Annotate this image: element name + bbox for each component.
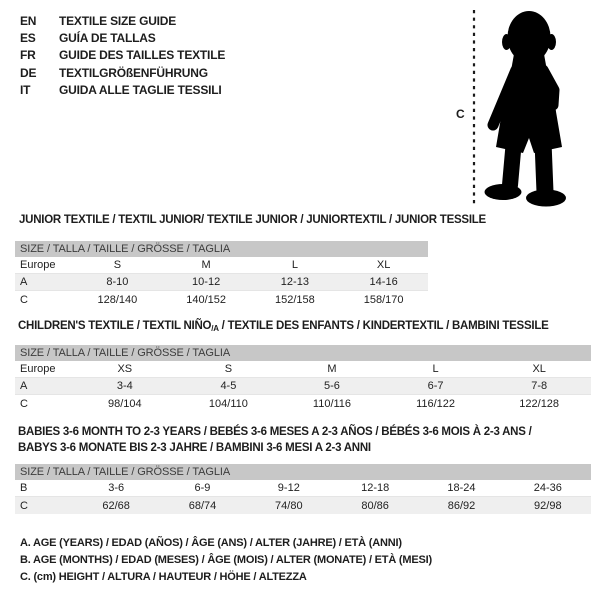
row-label-europe: Europe — [20, 259, 56, 271]
guide-title-es: GUÍA DE TALLAS — [59, 31, 156, 46]
table-row-age — [15, 274, 428, 291]
table-row-height — [15, 395, 591, 412]
children-title-rest: / TEXTILE DES ENFANTS / KINDERTEXTIL / BAMBINI TESSILE — [218, 320, 549, 332]
table-cell: 24-36 — [533, 482, 562, 494]
row-label: C — [20, 499, 28, 512]
table-cell: 92/98 — [534, 499, 562, 512]
language-code: EN — [20, 14, 37, 28]
guide-title-it: GUIDA ALLE TAGLIE TESSILI — [59, 82, 222, 97]
table-cell: 158/170 — [363, 293, 404, 306]
table-cell: 5-6 — [324, 380, 340, 392]
children-table-title — [18, 320, 549, 333]
table-cell: 74/80 — [275, 499, 303, 512]
size-header-bar — [15, 464, 591, 480]
language-code: DE — [20, 65, 37, 80]
row-label: C — [20, 397, 28, 410]
language-row-en — [20, 13, 225, 30]
table-cell: 152/158 — [274, 293, 315, 306]
guide-title-fr: GUIDE DES TAILLES TEXTILE — [59, 48, 226, 63]
legend-line-c: C. (cm) HEIGHT / ALTURA / HAUTEUR / HÖHE / ALTEZZA — [20, 571, 307, 584]
legend-line-a: A. AGE (YEARS) / EDAD (AÑOS) / ÂGE (ANS) / ALTER (JAHRE) / ETÀ (ANNI) — [20, 537, 402, 549]
row-label: A — [20, 380, 28, 392]
language-code: ES — [20, 31, 36, 46]
table-cell: 104/110 — [208, 397, 248, 410]
junior-size-table — [15, 241, 428, 308]
table-cell: 68/74 — [188, 499, 217, 512]
size-header-label: SIZE / TALLA / TAILLE / GRÖSSE / TAGLIA — [20, 243, 231, 255]
table-row-height — [15, 291, 428, 308]
children-title-main: CHILDREN'S TEXTILE / TEXTIL NIÑO — [18, 320, 212, 332]
column-header: L — [291, 259, 298, 271]
row-label: C — [20, 293, 28, 306]
babies-size-table — [15, 464, 591, 514]
column-header: L — [432, 363, 439, 375]
column-header: S — [113, 259, 122, 271]
language-code: FR — [20, 48, 36, 63]
row-label: A — [20, 276, 28, 288]
column-header: XS — [117, 363, 133, 375]
measure-figure — [450, 4, 598, 212]
table-cell: 140/152 — [186, 293, 226, 306]
row-label-europe: Europe — [20, 363, 56, 375]
table-cell: 12-18 — [361, 482, 390, 494]
legend-line-b: B. AGE (MONTHS) / EDAD (MESES) / ÂGE (MOIS) / ALTER (MONATE) / ETÀ (MESI) — [20, 554, 432, 567]
table-cell: 6-9 — [194, 482, 211, 494]
language-row-fr — [20, 47, 225, 64]
column-header: M — [327, 363, 337, 375]
height-marker-label: C — [456, 107, 465, 121]
table-cell: 9-12 — [277, 482, 300, 494]
toddler-silhouette-graphic — [450, 4, 598, 212]
column-header: M — [201, 259, 211, 271]
table-cell: 3-6 — [108, 482, 125, 494]
table-cell: 6-7 — [427, 380, 444, 392]
size-header-bar — [15, 345, 591, 361]
table-row-europe — [15, 361, 591, 378]
table-row-age — [15, 378, 591, 395]
table-row-months — [15, 480, 591, 497]
table-cell: 8-10 — [106, 276, 129, 288]
table-cell: 110/116 — [312, 397, 352, 410]
language-title-list — [20, 13, 225, 99]
table-row-height — [15, 497, 591, 514]
column-header: XL — [532, 363, 546, 375]
size-header-label: SIZE / TALLA / TAILLE / GRÖSSE / TAGLIA — [20, 347, 231, 359]
table-cell: 3-4 — [116, 380, 133, 392]
table-cell: 18-24 — [447, 482, 476, 494]
babies-title-line2: BABYS 3-6 MONATE BIS 2-3 JAHRE / BAMBINI 3-6 MESI A 2-3 ANNI — [18, 442, 371, 454]
table-cell: 116/122 — [416, 397, 456, 410]
babies-title-line1: BABIES 3-6 MONTH TO 2-3 YEARS / BEBÉS 3-6 MESES A 2-3 AÑOS / BÉBÉS 3-6 MOIS À 2-3 ANS / — [18, 426, 532, 438]
children-size-table — [15, 345, 591, 412]
table-row-europe — [15, 257, 428, 274]
table-cell: 80/86 — [361, 499, 389, 512]
table-cell: 7-8 — [531, 380, 548, 392]
language-row-es — [20, 30, 225, 47]
measurement-legend — [20, 535, 432, 587]
size-header-label: SIZE / TALLA / TAILLE / GRÖSSE / TAGLIA — [20, 466, 231, 478]
table-cell: 62/68 — [102, 499, 130, 512]
babies-table-title — [18, 424, 588, 456]
column-header: S — [224, 363, 233, 375]
language-row-it — [20, 82, 225, 99]
row-label: B — [20, 482, 28, 494]
table-cell: 98/104 — [107, 397, 142, 410]
table-cell: 86/92 — [447, 499, 476, 512]
junior-table-title: JUNIOR TEXTILE / TEXTIL JUNIOR/ TEXTILE JUNIOR / JUNIORTEXTIL / JUNIOR TESSILE — [19, 214, 486, 226]
language-row-de — [20, 65, 225, 82]
table-cell: 4-5 — [220, 380, 237, 392]
toddler-silhouette — [485, 11, 567, 207]
table-cell: 122/128 — [519, 397, 560, 410]
column-header: XL — [376, 259, 391, 271]
language-code: IT — [20, 82, 31, 97]
guide-title-de: TEXTILGRÖßENFÜHRUNG — [59, 65, 208, 80]
table-cell: 128/140 — [97, 293, 138, 306]
table-cell: 12-13 — [280, 276, 309, 288]
children-title-subscript: /A — [211, 324, 219, 333]
size-header-bar — [15, 241, 428, 257]
guide-title-en: TEXTILE SIZE GUIDE — [59, 14, 177, 28]
table-cell: 10-12 — [192, 276, 221, 288]
table-cell: 14-16 — [369, 276, 398, 288]
